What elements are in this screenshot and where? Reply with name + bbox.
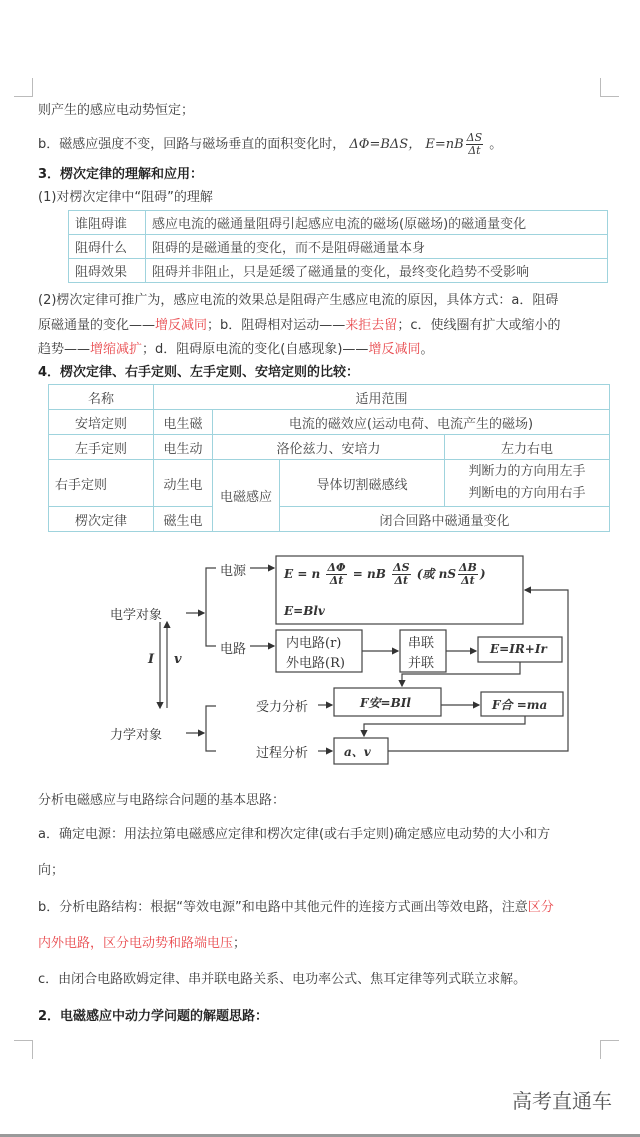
emf-formula	[284, 562, 486, 587]
highlight-text: 内外电路，区分电动势和路端电压	[38, 936, 234, 951]
table-cell-value: 阻碍并非阻止，只是延缓了磁通量的变化，最终变化趋势不受影响	[146, 259, 608, 283]
text: ；c．使线圈有扩大或缩小的	[397, 318, 561, 333]
force-analysis-label: 受力分析	[256, 700, 309, 715]
text: 。	[420, 342, 434, 357]
analysis-b-line-1	[38, 899, 554, 917]
formula-part: )	[479, 567, 486, 581]
numerator: ΔS	[393, 561, 410, 574]
text: b．分析电路结构：根据“等效电源”和电路中其他元件的连接方式画出等效电路，注意	[38, 900, 528, 915]
series-label: 串联	[408, 636, 435, 651]
denominator: Δt	[468, 144, 481, 157]
text: 原磁通量的变化——	[38, 318, 156, 333]
table-row	[49, 435, 610, 460]
rule-scope: 闭合回路中磁通量变化	[280, 507, 610, 532]
formula-flux: ΔΦ=BΔS，	[349, 137, 422, 152]
text: ；b．阻碍相对运动——	[207, 318, 346, 333]
formula-part: = nB	[352, 567, 386, 581]
denominator: Δt	[394, 574, 409, 587]
subheading-1: (1)对楞次定律中“阻碍”的理解	[38, 190, 213, 205]
para-2-line-3	[38, 341, 433, 359]
direction-notes	[445, 460, 610, 507]
rule-name: 楞次定律	[49, 507, 154, 532]
rule-type: 磁生电	[154, 507, 213, 532]
flow-diagram	[110, 548, 590, 768]
header-name: 名称	[49, 385, 154, 410]
rule-name: 左手定则	[49, 435, 154, 460]
parallel-label: 并联	[408, 656, 435, 671]
page-corner-mark	[14, 78, 33, 97]
mnemonic: 左力右电	[445, 435, 610, 460]
rule-type: 电生动	[154, 435, 213, 460]
note: 判断力的方向用左手	[468, 464, 586, 479]
page-corner-mark	[600, 1040, 619, 1059]
highlight-text: 增反减同	[368, 342, 421, 357]
formula-part: (或 nS	[416, 567, 456, 581]
numerator: ΔS	[466, 131, 483, 144]
table-row	[69, 259, 608, 283]
formula-emf	[425, 131, 489, 157]
rule-scope: 导体切割磁感线	[280, 460, 445, 507]
page-corner-mark	[600, 78, 619, 97]
rule-scope: 电流的磁效应(运动电荷、电流产生的磁场)	[213, 410, 610, 435]
numerator: ΔB	[459, 561, 477, 574]
ohm-law: E=IR+Ir	[490, 642, 547, 656]
highlight-text: 来拒去留	[345, 318, 398, 333]
analysis-title: 分析电磁感应与电路综合问题的基本思路：	[38, 793, 286, 808]
denominator: Δt	[461, 574, 475, 587]
para-2-line-2	[38, 317, 560, 335]
rule-scope: 洛伦兹力、安培力	[213, 435, 445, 460]
highlight-text: 增反减同	[155, 318, 208, 333]
table-row	[49, 410, 610, 435]
fraction	[392, 562, 410, 587]
heading-3: 3．楞次定律的理解和应用：	[38, 167, 204, 182]
em-induction: 电磁感应	[213, 460, 280, 532]
process-analysis-label: 过程分析	[256, 746, 309, 761]
electric-object-label: 电学对象	[110, 608, 163, 623]
rule-name: 右手定则	[49, 460, 154, 507]
current-label: I	[148, 652, 155, 667]
analysis-c-line: c．由闭合电路欧姆定律、串并联电路关系、电功率公式、焦耳定律等列式联立求解。	[38, 972, 527, 987]
para-2-line-1: (2)楞次定律可推广为，感应电流的效果总是阻碍产生感应电流的原因，具体方式：a．阻碍	[38, 293, 559, 308]
inner-circuit: 内电路(r)	[286, 636, 342, 651]
page-corner-mark	[14, 1040, 33, 1059]
net-force: F合 =ma	[492, 698, 548, 712]
mechanical-object-label: 力学对象	[110, 728, 163, 743]
punct: 。	[489, 137, 503, 152]
numerator: ΔΦ	[327, 561, 346, 574]
velocity-label: v	[174, 652, 182, 667]
comparison-table	[48, 384, 610, 532]
denominator: Δt	[329, 574, 344, 587]
table-header-row	[49, 385, 610, 410]
circuit-label: 电路	[220, 642, 247, 657]
heading-2: 2．电磁感应中动力学问题的解题思路：	[38, 1009, 269, 1024]
table-row	[49, 460, 610, 507]
source-label: 电源	[220, 564, 247, 579]
fraction	[466, 132, 483, 157]
acceleration-velocity: a、v	[344, 745, 371, 759]
header-scope: 适用范围	[154, 385, 610, 410]
formula-part: E = n	[284, 567, 321, 581]
table-row	[49, 507, 610, 532]
table-row	[69, 211, 608, 235]
text: b．磁感应强度不变，回路与磁场垂直的面积变化时，	[38, 137, 346, 152]
table-cell-value-highlight: 阻碍的是磁通量的变化，而不是阻碍磁通量本身	[146, 235, 608, 259]
note: 判断电的方向用右手	[468, 486, 586, 501]
text: ；	[233, 936, 247, 951]
highlight-text: 增缩减扩	[90, 342, 143, 357]
table-cell-key: 谁阻碍谁	[69, 211, 146, 235]
table-row	[69, 235, 608, 259]
formula-prefix: E=nB	[425, 137, 464, 152]
rule-type: 电生磁	[154, 410, 213, 435]
text: ；d．阻碍原电流的变化(自感现象)——	[142, 342, 369, 357]
heading-4: 4．楞次定律、右手定则、左手定则、安培定则的比较：	[38, 365, 360, 380]
table-cell-value: 感应电流的磁通量阻碍引起感应电流的磁场(原磁场)的磁通量变化	[146, 211, 608, 235]
fraction	[326, 562, 346, 587]
ampere-force: F安=BIl	[360, 696, 411, 710]
watermark: 高考直通车	[512, 1089, 612, 1113]
analysis-b-line-2	[38, 935, 246, 953]
analysis-a-line-1: a．确定电源：用法拉第电磁感应定律和楞次定律(或右手定则)确定感应电动势的大小和方	[38, 827, 551, 842]
fraction	[458, 562, 478, 587]
rule-name: 安培定则	[49, 410, 154, 435]
table-cell-key: 阻碍什么	[69, 235, 146, 259]
analysis-a-line-2: 向；	[38, 863, 65, 878]
text-line: 则产生的感应电动势恒定；	[38, 103, 195, 118]
hindrance-table	[68, 210, 608, 283]
rule-type: 动生电	[154, 460, 213, 507]
outer-circuit: 外电路(R)	[286, 656, 345, 671]
text: 趋势——	[38, 342, 91, 357]
highlight-text: 区分	[527, 900, 554, 915]
text-line-b	[38, 132, 502, 157]
emf-blv: E=Blv	[284, 604, 325, 618]
table-cell-key: 阻碍效果	[69, 259, 146, 283]
